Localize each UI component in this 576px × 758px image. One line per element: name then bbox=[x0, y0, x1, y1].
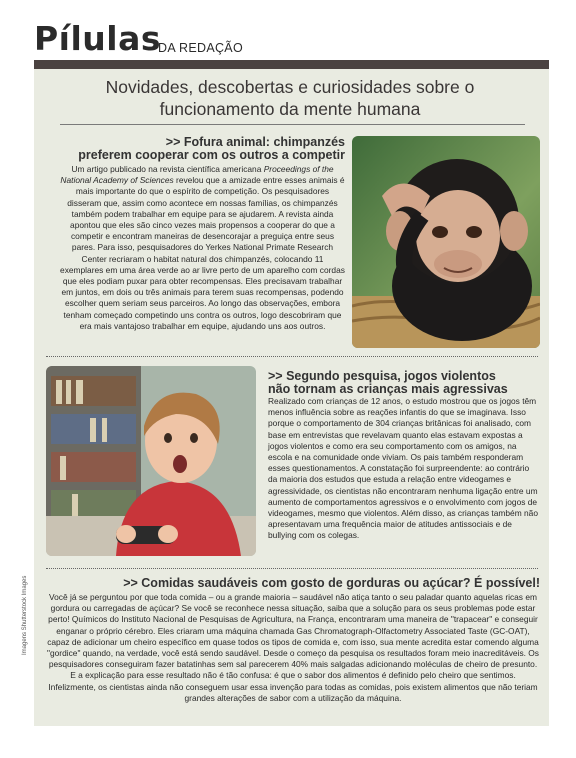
article3-title: >> Comidas saudáveis com gosto de gorduras ou açúcar? É possível! bbox=[123, 576, 540, 590]
article1-body-post: revelou que a amizade entre esses animais é mais importante do que o espírito de competição. Os pesquisadores disseram que, assim como acontece em nossas famílias, os chimpanzés também podem trabalhar em equipe para se ajudarem. A revista ainda apontou que eles são cinco vezes mais propensos a cooperar do que a competir e encontram maneiras de desencorajar a preguiça entre seus pares. Para isso, pesquisadores do Yerkes National Primate Research Center recriaram o habitat natural dos chimpanzés, colocando 11 exemplares em uma área verde ao ar livre perto de um aparelho com cordas que eles podiam puxar para obter recompensas. Eles precisavam trabalhar em juntos, em dois ou três animais para terem suas recompensas, podendo escolher quem seriam seus parceiros. Ao longo das observações, embora tenham começado competindo uns contra os outros, logo descobriram que era mais vantajoso trabalhar em equipe, ajudando uns aos outros. bbox=[60, 175, 345, 331]
page-header bbox=[34, 18, 554, 60]
image-credit: Imagens Shutterstock Images bbox=[22, 575, 28, 655]
section-divider-1 bbox=[46, 356, 538, 357]
article1-body bbox=[60, 164, 345, 332]
article3-body: Você já se perguntou por que toda comida – ou a grande maioria – saudável não atiça tanto o seu paladar quanto aquelas ricas em gordura ou carregadas de açúcar? Se você se reconhece nessa situação, saiba que a solução para os seus problemas pode estar perto! Químicos do Instituto Nacional de Pesquisas de Agricultura, na França, encontraram uma maneira de "trapacear" e conseguir enganar o próprio cérebro. Eles criaram uma máquina chamada Gas Chromatograph-Olfactometry Associated Taste (GC-OAT), capaz de adicionar um cheiro específico em quase todos os tipos de comida e, com isso, sua mente acredita estar comendo alguma "gordice" quando, na verdade, você está sendo saudável. Desde o começo da pesquisa os resultados foram meio inacreditáveis. Os pesquisadores conseguiram fazer batatinhas sem sal parecerem 40% mais salgadas adicionando moléculas de cheiro de presunto. E a explicação para esse resultado não é tão confusa: é que o sabor dos alimentos é definido pelo cheiro que sentimos. Infelizmente, os cientistas ainda não conseguem usar essa invenção para todas as comidas, pois existem alimentos que não teriam grandes alterações de sabor com a utilização da máquina. bbox=[47, 592, 539, 703]
article2-body: Realizado com crianças de 12 anos, o estudo mostrou que os jogos têm menos influência sobre as reações infantis do que se imaginava. Isso porque o comportamento de 304 crianças britânicas foi analisado, com base em entrevistas que revelavam quanto elas estavam expostas a jogos violentos e como era seu comportamento com os amigos, na escola e na comunidade onde viviam. Os pais também responderam esses questionamentos. A constatação foi surpreendente: ao contrário da maioria dos estudos que estuda a relação entre videogames e agressividade, os cientistas não encontraram nenhuma ligação entre um aumento de comportamentos agressivos e o envolvimento com jogos de videogames, mesmo que violentos. Além disso, as crianças também não apresentavam uma frequência maior de atitudes antissociais e de bullying com os colegas. bbox=[268, 396, 538, 541]
brand-title: Pílulas bbox=[34, 19, 162, 58]
page-headline: Novidades, descobertas e curiosidades sobre o funcionamento da mente humana bbox=[105, 77, 475, 119]
article1-body-pre: Um artigo publicado na revista científica americana bbox=[71, 164, 262, 174]
article1-title-line1: >> Fofura animal: chimpanzés bbox=[165, 135, 345, 149]
boy-gaming-photo bbox=[46, 366, 256, 556]
chimpanzee-photo bbox=[352, 136, 540, 348]
section-label: DA REDAÇÃO bbox=[158, 41, 243, 55]
article2-title bbox=[268, 370, 538, 396]
headline-divider bbox=[60, 124, 525, 125]
header-bar bbox=[34, 60, 549, 69]
article2-title-line1: >> Segundo pesquisa, jogos violentos bbox=[268, 369, 496, 383]
article2-title-line2: não tornam as crianças mais agressivas bbox=[268, 382, 508, 396]
article1-title bbox=[60, 136, 345, 162]
journal-name: Proceedings of the National Academy of Sciences bbox=[60, 164, 334, 186]
article1-title-line2: preferem cooperar com os outros a competir bbox=[78, 148, 345, 162]
section-divider-2 bbox=[46, 568, 538, 569]
